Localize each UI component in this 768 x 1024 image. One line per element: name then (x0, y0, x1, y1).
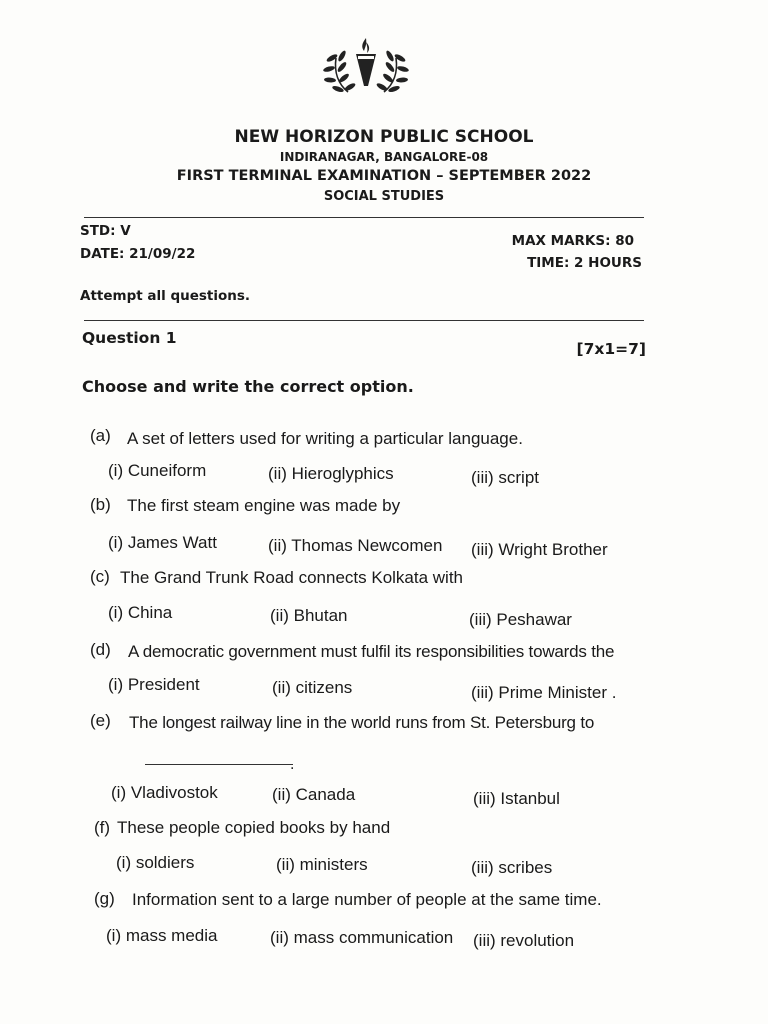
item-d-option-2: (ii) citizens (272, 678, 353, 697)
item-a-label: (a) (90, 426, 111, 445)
question-instruction: Choose and write the correct option. (82, 377, 414, 396)
item-e-option-1: (i) Vladivostok (111, 783, 218, 802)
exam-title: FIRST TERMINAL EXAMINATION – SEPTEMBER 2022 (176, 168, 592, 184)
item-f-option-1: (i) soldiers (116, 853, 195, 872)
blank-period: . (290, 757, 295, 773)
item-c-option-3: (iii) Peshawar (469, 610, 572, 629)
item-g-label: (g) (94, 889, 115, 908)
item-f-label: (f) (94, 818, 111, 837)
question-marks: [7x1=7] (576, 340, 646, 358)
subject-title: SOCIAL STUDIES (323, 189, 445, 204)
meta-divider (84, 320, 644, 321)
attempt-all-instruction: Attempt all questions. (80, 288, 251, 304)
item-a-option-1: (i) Cuneiform (108, 461, 207, 480)
item-g-option-3: (iii) revolution (473, 931, 575, 950)
school-address: INDIRANAGAR, BANGALORE-08 (279, 150, 489, 164)
max-marks-label: MAX MARKS: 80 (511, 233, 634, 249)
date-label: DATE: 21/09/22 (80, 246, 196, 262)
time-label: TIME: 2 HOURS (527, 255, 642, 271)
item-d-text: A democratic government must fulfil its responsibilities towards the (128, 642, 615, 661)
item-b-option-2: (ii) Thomas Newcomen (268, 536, 443, 555)
item-c-option-1: (i) China (108, 603, 173, 622)
fill-in-blank-line (145, 764, 293, 765)
std-label: STD: V (80, 223, 131, 239)
item-c-option-2: (ii) Bhutan (270, 606, 348, 625)
item-d-option-1: (i) President (108, 675, 200, 694)
item-g-option-2: (ii) mass communication (270, 928, 454, 947)
item-b-option-1: (i) James Watt (108, 533, 217, 552)
item-f-text: These people copied books by hand (117, 818, 391, 837)
laurel-torch-emblem-icon (318, 34, 414, 100)
item-e-option-2: (ii) Canada (272, 785, 356, 804)
item-e-label: (e) (90, 711, 111, 730)
item-g-text: Information sent to a large number of people at the same time. (132, 890, 602, 909)
item-b-option-3: (iii) Wright Brother (471, 540, 608, 559)
header-divider (84, 217, 644, 218)
item-a-option-3: (iii) script (471, 468, 539, 487)
question-title: Question 1 (82, 329, 177, 347)
item-c-label: (c) (90, 567, 110, 586)
item-f-option-3: (iii) scribes (471, 858, 553, 877)
item-b-text: The first steam engine was made by (127, 496, 401, 515)
item-e-option-3: (iii) Istanbul (473, 789, 560, 808)
item-g-option-1: (i) mass media (106, 926, 218, 945)
item-a-option-2: (ii) Hieroglyphics (268, 464, 394, 483)
item-b-label: (b) (90, 495, 111, 514)
item-d-option-3: (iii) Prime Minister . (471, 683, 617, 702)
item-d-label: (d) (90, 640, 111, 659)
school-name: NEW HORIZON PUBLIC SCHOOL (234, 127, 534, 147)
item-f-option-2: (ii) ministers (276, 855, 368, 874)
item-e-text: The longest railway line in the world runs from St. Petersburg to (129, 713, 595, 732)
item-a-text: A set of letters used for writing a particular language. (127, 429, 523, 448)
item-c-text: The Grand Trunk Road connects Kolkata with (120, 568, 464, 587)
